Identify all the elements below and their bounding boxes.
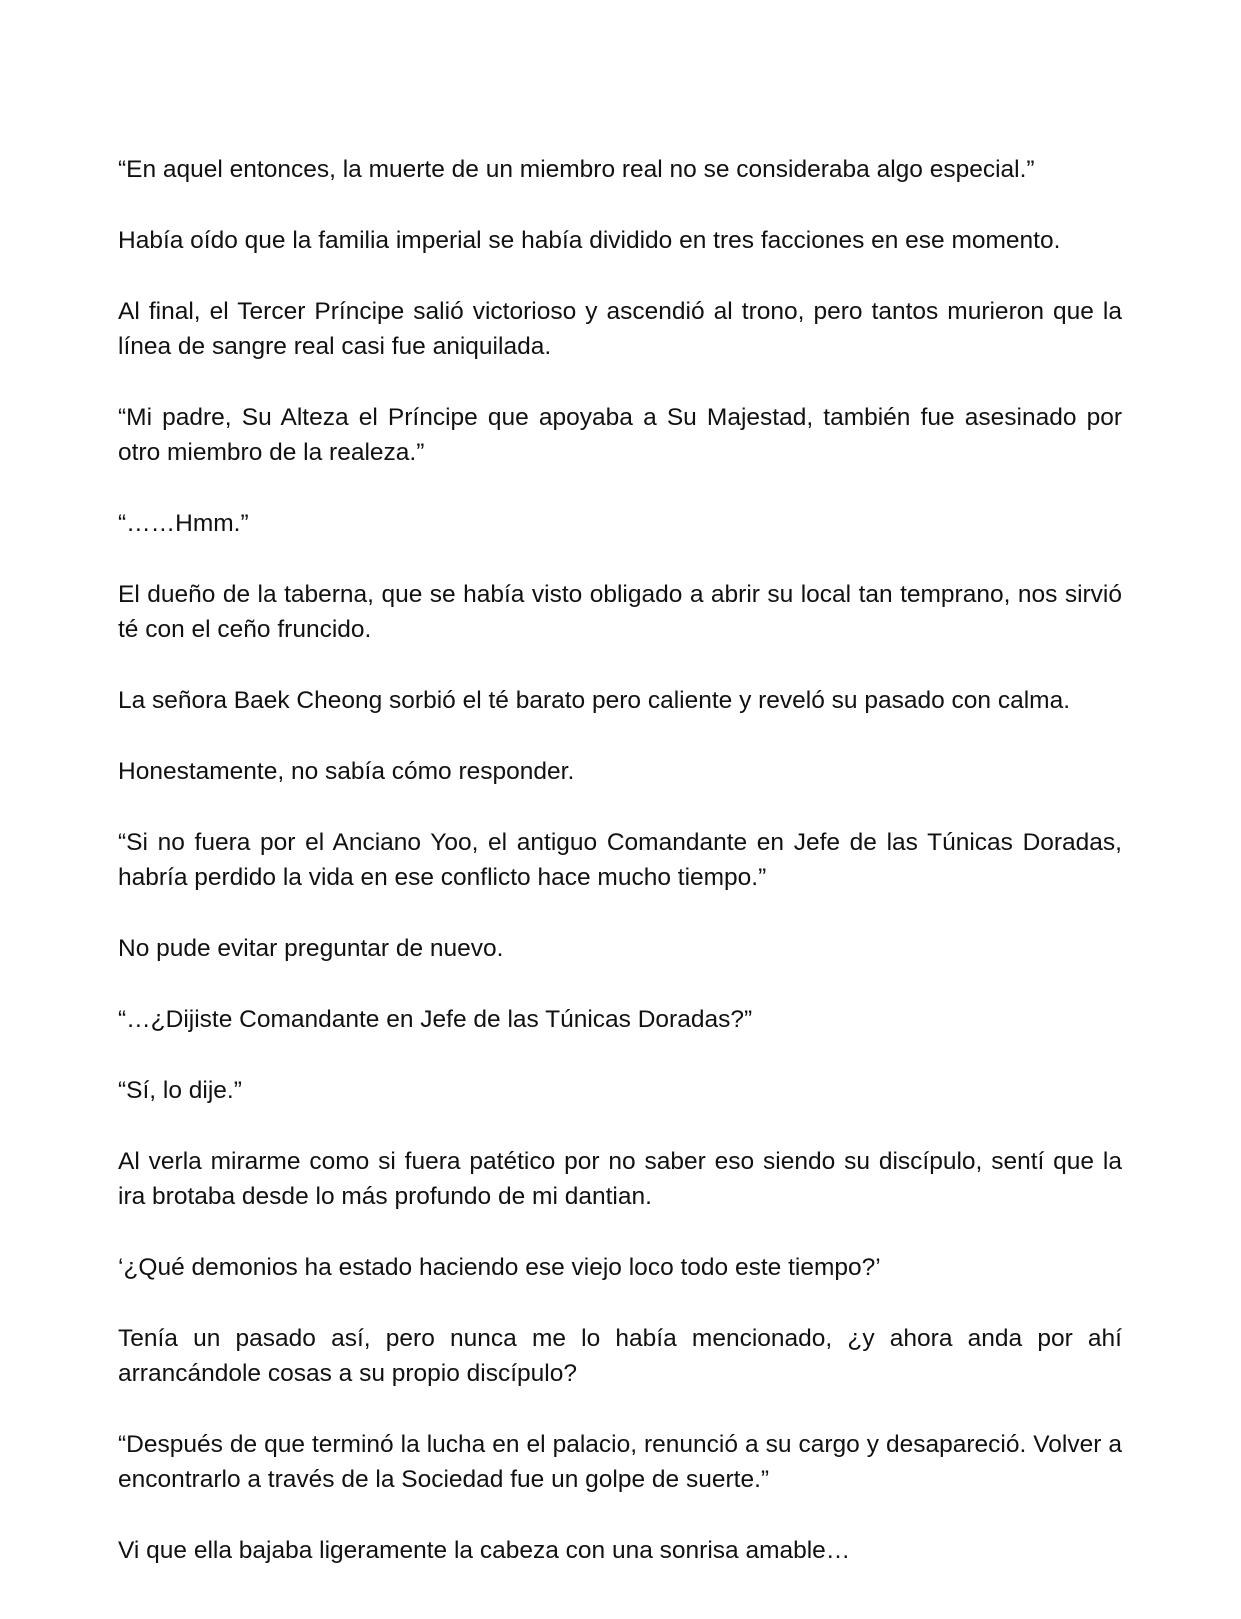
body-text bbox=[118, 152, 1122, 1604]
paragraph: “Después de que terminó la lucha en el palacio, renunció a su cargo y desapareció. Volver a encontrarlo a través de la Sociedad fue un golpe de suerte.” bbox=[118, 1431, 1122, 1493]
paragraph: “En aquel entonces, la muerte de un miembro real no se consideraba algo especial.” bbox=[118, 156, 1035, 183]
paragraph: Honestamente, no sabía cómo responder. bbox=[118, 758, 575, 785]
paragraph: “Mi padre, Su Alteza el Príncipe que apoyaba a Su Majestad, también fue asesinado por otro miembro de la realeza.” bbox=[118, 404, 1122, 466]
paragraph: “……Hmm.” bbox=[118, 510, 249, 537]
paragraph: No pude evitar preguntar de nuevo. bbox=[118, 935, 504, 962]
paragraph: “Si no fuera por el Anciano Yoo, el antiguo Comandante en Jefe de las Túnicas Doradas, habría perdido la vida en ese conflicto hace mucho tiempo.” bbox=[118, 829, 1122, 891]
paragraph: Vi que ella bajaba ligeramente la cabeza con una sonrisa amable… bbox=[118, 1537, 851, 1564]
paragraph: ‘¿Qué demonios ha estado haciendo ese viejo loco todo este tiempo?’ bbox=[118, 1254, 881, 1281]
paragraph: “…¿Dijiste Comandante en Jefe de las Túnicas Doradas?” bbox=[118, 1006, 753, 1033]
paragraph: Tenía un pasado así, pero nunca me lo había mencionado, ¿y ahora anda por ahí arrancándole cosas a su propio discípulo? bbox=[118, 1325, 1122, 1387]
paragraph: “Sí, lo dije.” bbox=[118, 1077, 242, 1104]
paragraph: Al verla mirarme como si fuera patético por no saber eso siendo su discípulo, sentí que la ira brotaba desde lo más profundo de mi dantian. bbox=[118, 1148, 1122, 1210]
paragraph: Había oído que la familia imperial se había dividido en tres facciones en ese momento. bbox=[118, 227, 1061, 254]
paragraph: La señora Baek Cheong sorbió el té barato pero caliente y reveló su pasado con calma. bbox=[118, 687, 1071, 714]
paragraph: Al final, el Tercer Príncipe salió victorioso y ascendió al trono, pero tantos murieron que la línea de sangre real casi fue aniquilada. bbox=[118, 298, 1122, 360]
paragraph: El dueño de la taberna, que se había visto obligado a abrir su local tan temprano, nos sirvió té con el ceño fruncido. bbox=[118, 581, 1122, 643]
